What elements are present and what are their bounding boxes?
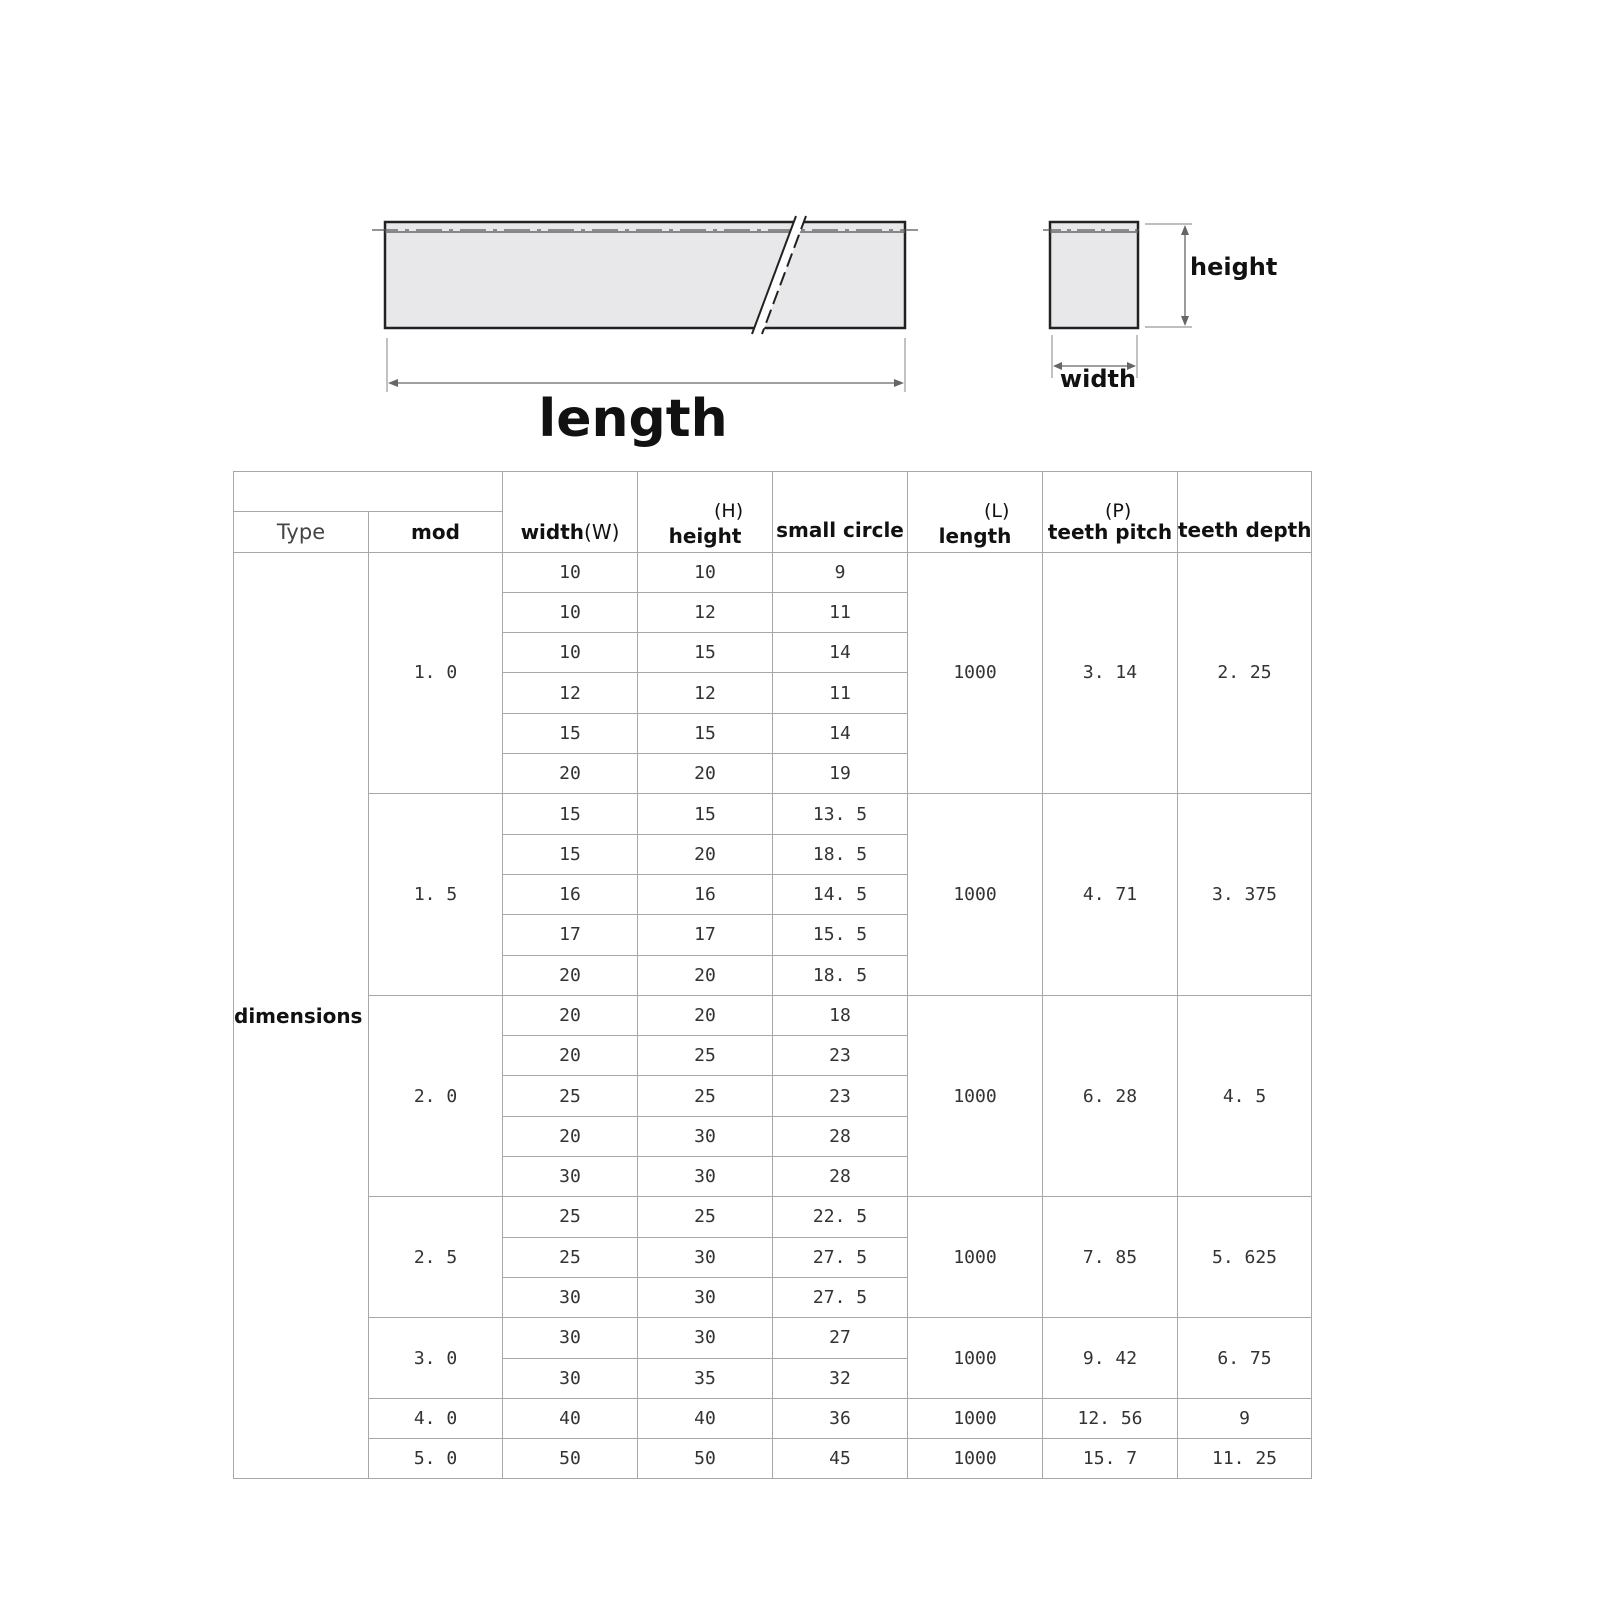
- width-cell: 20: [503, 1036, 638, 1076]
- table-row: [234, 1318, 1312, 1358]
- small-circle-cell: 28: [773, 1116, 908, 1156]
- length-cell: 1000: [908, 1318, 1043, 1399]
- small-circle-cell: 36: [773, 1398, 908, 1438]
- small-circle-cell: 9: [773, 552, 908, 592]
- small-circle-cell: 11: [773, 592, 908, 632]
- small-circle-cell: 27. 5: [773, 1277, 908, 1317]
- table-row: [234, 995, 1312, 1035]
- teeth-depth-cell: 4. 5: [1178, 995, 1312, 1196]
- height-cell: 20: [638, 995, 773, 1035]
- height-cell: 35: [638, 1358, 773, 1398]
- length-cell: 1000: [908, 552, 1043, 794]
- small-circle-cell: 27. 5: [773, 1237, 908, 1277]
- mod-cell: 3. 0: [369, 1318, 503, 1399]
- width-cell: 10: [503, 633, 638, 673]
- small-circle-cell: 19: [773, 754, 908, 794]
- teeth-depth-cell: 9: [1178, 1398, 1312, 1438]
- height-cell: 30: [638, 1157, 773, 1197]
- height-cell: 20: [638, 955, 773, 995]
- small-circle-cell: 23: [773, 1076, 908, 1116]
- bar-cross-section: [1043, 222, 1145, 328]
- header-height: (H) height: [638, 472, 773, 553]
- width-cell: 20: [503, 955, 638, 995]
- header-teeth-pitch: (P) teeth pitch: [1043, 472, 1178, 553]
- width-cell: 16: [503, 874, 638, 914]
- row-label-dimensions: dimensions: [234, 552, 369, 1479]
- mod-cell: 5. 0: [369, 1439, 503, 1479]
- width-cell: 10: [503, 592, 638, 632]
- height-cell: 30: [638, 1318, 773, 1358]
- length-cell: 1000: [908, 995, 1043, 1196]
- spec-table-container: [233, 471, 1312, 1479]
- spec-table: [233, 471, 1312, 1479]
- width-cell: 30: [503, 1157, 638, 1197]
- rack-dimension-diagram: [0, 0, 1601, 460]
- width-cell: 20: [503, 1116, 638, 1156]
- table-row: [234, 794, 1312, 834]
- width-cell: 30: [503, 1277, 638, 1317]
- width-cell: 25: [503, 1076, 638, 1116]
- header-small-circle: small circle: [773, 472, 908, 553]
- header-width: width(W): [503, 472, 638, 553]
- width-cell: 12: [503, 673, 638, 713]
- width-cell: 15: [503, 834, 638, 874]
- teeth-pitch-cell: 15. 7: [1043, 1439, 1178, 1479]
- width-cell: 15: [503, 713, 638, 753]
- mod-cell: 1. 5: [369, 794, 503, 995]
- long-bar-side-view: [372, 216, 918, 334]
- width-cell: 20: [503, 995, 638, 1035]
- height-cell: 30: [638, 1237, 773, 1277]
- width-cell: 40: [503, 1398, 638, 1438]
- height-label: height: [1190, 253, 1278, 281]
- width-cell: 15: [503, 794, 638, 834]
- table-row: [234, 552, 1312, 592]
- height-dimension-line: [1145, 224, 1192, 327]
- mod-cell: 1. 0: [369, 552, 503, 794]
- height-cell: 20: [638, 834, 773, 874]
- height-cell: 30: [638, 1116, 773, 1156]
- header-mod: mod: [369, 512, 503, 552]
- small-circle-cell: 13. 5: [773, 794, 908, 834]
- length-label: length: [538, 389, 728, 449]
- teeth-depth-cell: 6. 75: [1178, 1318, 1312, 1399]
- height-cell: 30: [638, 1277, 773, 1317]
- width-cell: 30: [503, 1318, 638, 1358]
- height-cell: 15: [638, 794, 773, 834]
- small-circle-cell: 22. 5: [773, 1197, 908, 1237]
- width-cell: 30: [503, 1358, 638, 1398]
- height-cell: 25: [638, 1197, 773, 1237]
- mod-cell: 4. 0: [369, 1398, 503, 1438]
- table-row: [234, 1439, 1312, 1479]
- length-cell: 1000: [908, 794, 1043, 995]
- height-cell: 17: [638, 915, 773, 955]
- height-cell: 10: [638, 552, 773, 592]
- header-length: (L) length: [908, 472, 1043, 553]
- length-cell: 1000: [908, 1439, 1043, 1479]
- teeth-depth-cell: 5. 625: [1178, 1197, 1312, 1318]
- small-circle-cell: 11: [773, 673, 908, 713]
- height-cell: 40: [638, 1398, 773, 1438]
- small-circle-cell: 18. 5: [773, 834, 908, 874]
- height-cell: 12: [638, 673, 773, 713]
- table-row: [234, 1197, 1312, 1237]
- length-cell: 1000: [908, 1197, 1043, 1318]
- height-cell: 16: [638, 874, 773, 914]
- teeth-pitch-cell: 6. 28: [1043, 995, 1178, 1196]
- height-cell: 20: [638, 754, 773, 794]
- header-type: Type: [234, 512, 369, 552]
- small-circle-cell: 23: [773, 1036, 908, 1076]
- small-circle-cell: 14: [773, 633, 908, 673]
- teeth-pitch-cell: 4. 71: [1043, 794, 1178, 995]
- width-cell: 50: [503, 1439, 638, 1479]
- height-cell: 50: [638, 1439, 773, 1479]
- width-label: width: [1059, 365, 1137, 393]
- height-cell: 12: [638, 592, 773, 632]
- teeth-pitch-cell: 12. 56: [1043, 1398, 1178, 1438]
- mod-cell: 2. 5: [369, 1197, 503, 1318]
- length-dimension-line: [387, 338, 905, 392]
- small-circle-cell: 27: [773, 1318, 908, 1358]
- small-circle-cell: 18. 5: [773, 955, 908, 995]
- width-cell: 10: [503, 552, 638, 592]
- width-cell: 20: [503, 754, 638, 794]
- height-cell: 15: [638, 713, 773, 753]
- height-cell: 25: [638, 1036, 773, 1076]
- header-teeth-depth: teeth depth: [1178, 472, 1312, 553]
- spec-table-body: [234, 552, 1312, 1479]
- height-cell: 15: [638, 633, 773, 673]
- teeth-depth-cell: 3. 375: [1178, 794, 1312, 995]
- teeth-pitch-cell: 3. 14: [1043, 552, 1178, 794]
- mod-cell: 2. 0: [369, 995, 503, 1196]
- width-cell: 25: [503, 1197, 638, 1237]
- small-circle-cell: 14. 5: [773, 874, 908, 914]
- width-cell: 17: [503, 915, 638, 955]
- small-circle-cell: 15. 5: [773, 915, 908, 955]
- small-circle-cell: 45: [773, 1439, 908, 1479]
- teeth-depth-cell: 11. 25: [1178, 1439, 1312, 1479]
- table-row: [234, 1398, 1312, 1438]
- teeth-depth-cell: 2. 25: [1178, 552, 1312, 794]
- small-circle-cell: 32: [773, 1358, 908, 1398]
- height-cell: 25: [638, 1076, 773, 1116]
- small-circle-cell: 18: [773, 995, 908, 1035]
- length-cell: 1000: [908, 1398, 1043, 1438]
- small-circle-cell: 14: [773, 713, 908, 753]
- width-cell: 25: [503, 1237, 638, 1277]
- header-blank: [234, 472, 503, 512]
- small-circle-cell: 28: [773, 1157, 908, 1197]
- teeth-pitch-cell: 7. 85: [1043, 1197, 1178, 1318]
- teeth-pitch-cell: 9. 42: [1043, 1318, 1178, 1399]
